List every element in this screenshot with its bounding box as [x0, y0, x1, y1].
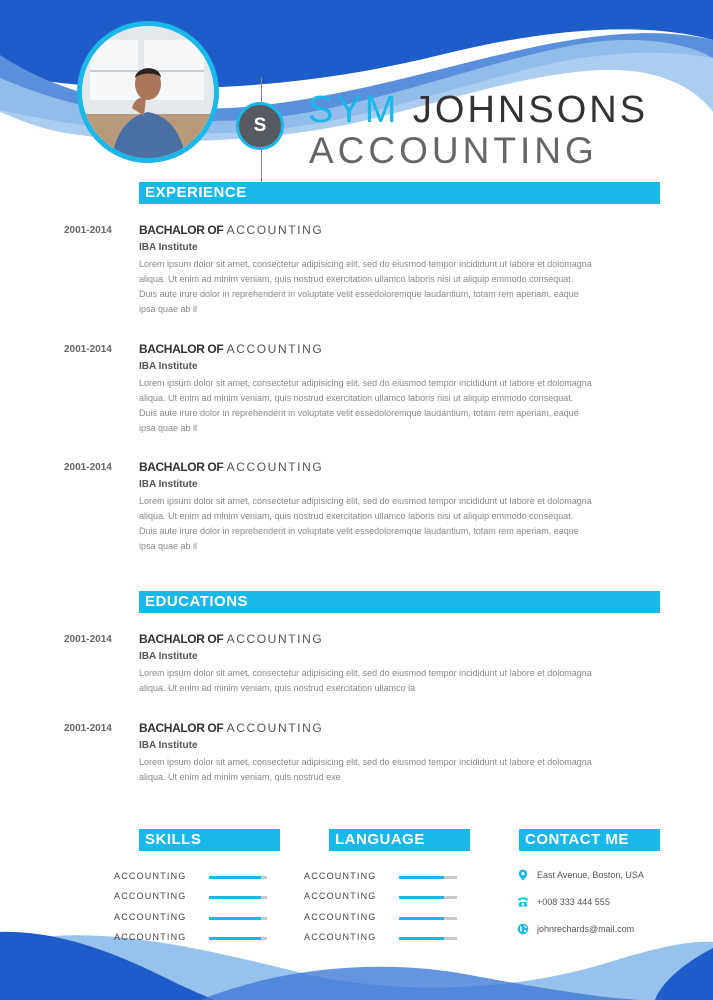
- entry-degree: BACHALOR OF ACCOUNTING: [139, 342, 324, 356]
- skills-level-bar: [209, 917, 267, 920]
- profile-photo: [77, 21, 219, 163]
- experience-heading: EXPERIENCE: [139, 182, 660, 204]
- language-label: ACCOUNTING: [304, 932, 377, 942]
- language-label: ACCOUNTING: [304, 871, 377, 881]
- language-level-bar: [399, 937, 457, 940]
- initial-badge: S: [236, 102, 284, 150]
- contact-email: johnrechards@mail.com: [537, 924, 635, 934]
- candidate-name: [308, 88, 648, 132]
- language-level-bar: [399, 896, 457, 899]
- educations-heading: EDUCATIONS: [139, 591, 660, 613]
- entry-description: Lorem ipsum dolor sit amet, consectetur adipisicing elit, sed do eiusmod tempor incididunt ut labore et dolomagna aliqua. Ut enim ad minim veniam, quis nostrud exercitation ullamco laboris nisi ut aliquip emmodo consequat. Duis aute irure dolor in reprehenderit in voluptate velit essedoloremque laudantium, totam rem aperiam, eaque ipsa quae ab il: [139, 259, 592, 314]
- entry-institute: IBA Institute: [139, 740, 198, 751]
- entry-years: 2001-2014: [64, 462, 112, 473]
- entry-institute: IBA Institute: [139, 361, 198, 372]
- skills-level-fill: [209, 937, 261, 940]
- skills-label: ACCOUNTING: [114, 871, 187, 881]
- job-role: ACCOUNTING: [309, 130, 598, 171]
- entry-institute: IBA Institute: [139, 479, 198, 490]
- first-name: SYM: [308, 89, 400, 131]
- entry-degree: BACHALOR OF ACCOUNTING: [139, 721, 324, 735]
- language-level-bar: [399, 876, 457, 879]
- language-level-fill: [399, 896, 444, 899]
- last-name: JOHNSONS: [412, 89, 649, 131]
- contact-heading: CONTACT ME: [519, 829, 660, 851]
- skills-level-fill: [209, 917, 261, 920]
- skills-label: ACCOUNTING: [114, 932, 187, 942]
- globe-icon: [517, 923, 529, 935]
- contact-address: East Avenue, Boston, USA: [537, 870, 644, 880]
- entry-institute: IBA Institute: [139, 651, 198, 662]
- language-level-fill: [399, 876, 444, 879]
- skills-level-fill: [209, 876, 261, 879]
- language-label: ACCOUNTING: [304, 912, 377, 922]
- language-level-fill: [399, 917, 444, 920]
- entry-years: 2001-2014: [64, 723, 112, 734]
- contact-phone: +008 333 444 555: [537, 897, 610, 907]
- entry-degree: BACHALOR OF ACCOUNTING: [139, 223, 324, 237]
- skills-heading: SKILLS: [139, 829, 280, 851]
- skills-level-bar: [209, 876, 267, 879]
- skills-level-bar: [209, 896, 267, 899]
- language-level-bar: [399, 917, 457, 920]
- language-level-fill: [399, 937, 444, 940]
- entry-description: Lorem ipsum dolor sit amet, consectetur adipisicing elit, sed do eiusmod tempor incididunt ut labore et dolomagna aliqua. Ut enim ad minim veniam, quis nostrud exercitation ullamco la: [139, 668, 592, 693]
- entry-description: Lorem ipsum dolor sit amet, consectetur adipisicing elit, sed do eiusmod tempor incididunt ut labore et dolomagna aliqua. Ut enim ad minim veniam, quis nostrud exercitation ullamco laboris nisi ut aliquip emmodo consequat. Duis aute irure dolor in reprehenderit in voluptate velit essedoloremque laudantium, totam rem aperiam, eaque ipsa quae ab il: [139, 496, 592, 551]
- entry-degree: BACHALOR OF ACCOUNTING: [139, 632, 324, 646]
- language-label: ACCOUNTING: [304, 891, 377, 901]
- entry-description: Lorem ipsum dolor sit amet, consectetur adipisicing elit, sed do eiusmod tempor incididunt ut labore et dolomagna aliqua. Ut enim ad minim veniam, quis nostrud exe: [139, 757, 592, 782]
- skills-level-bar: [209, 937, 267, 940]
- phone-icon: [517, 896, 529, 908]
- entry-description: Lorem ipsum dolor sit amet, consectetur adipisicing elit, sed do eiusmod tempor incididunt ut labore et dolomagna aliqua. Ut enim ad minim veniam, quis nostrud exercitation ullamco laboris nisi ut aliquip emmodo consequat. Duis aute irure dolor in reprehenderit in voluptate velit essedoloremque laudantium, totam rem aperiam, eaque ipsa quae ab il: [139, 378, 592, 433]
- location-pin-icon: [517, 869, 529, 881]
- skills-label: ACCOUNTING: [114, 891, 187, 901]
- language-heading: LANGUAGE: [329, 829, 470, 851]
- entry-years: 2001-2014: [64, 225, 112, 236]
- skills-label: ACCOUNTING: [114, 912, 187, 922]
- entry-years: 2001-2014: [64, 634, 112, 645]
- skills-level-fill: [209, 896, 261, 899]
- entry-degree: BACHALOR OF ACCOUNTING: [139, 460, 324, 474]
- entry-institute: IBA Institute: [139, 242, 198, 253]
- entry-years: 2001-2014: [64, 344, 112, 355]
